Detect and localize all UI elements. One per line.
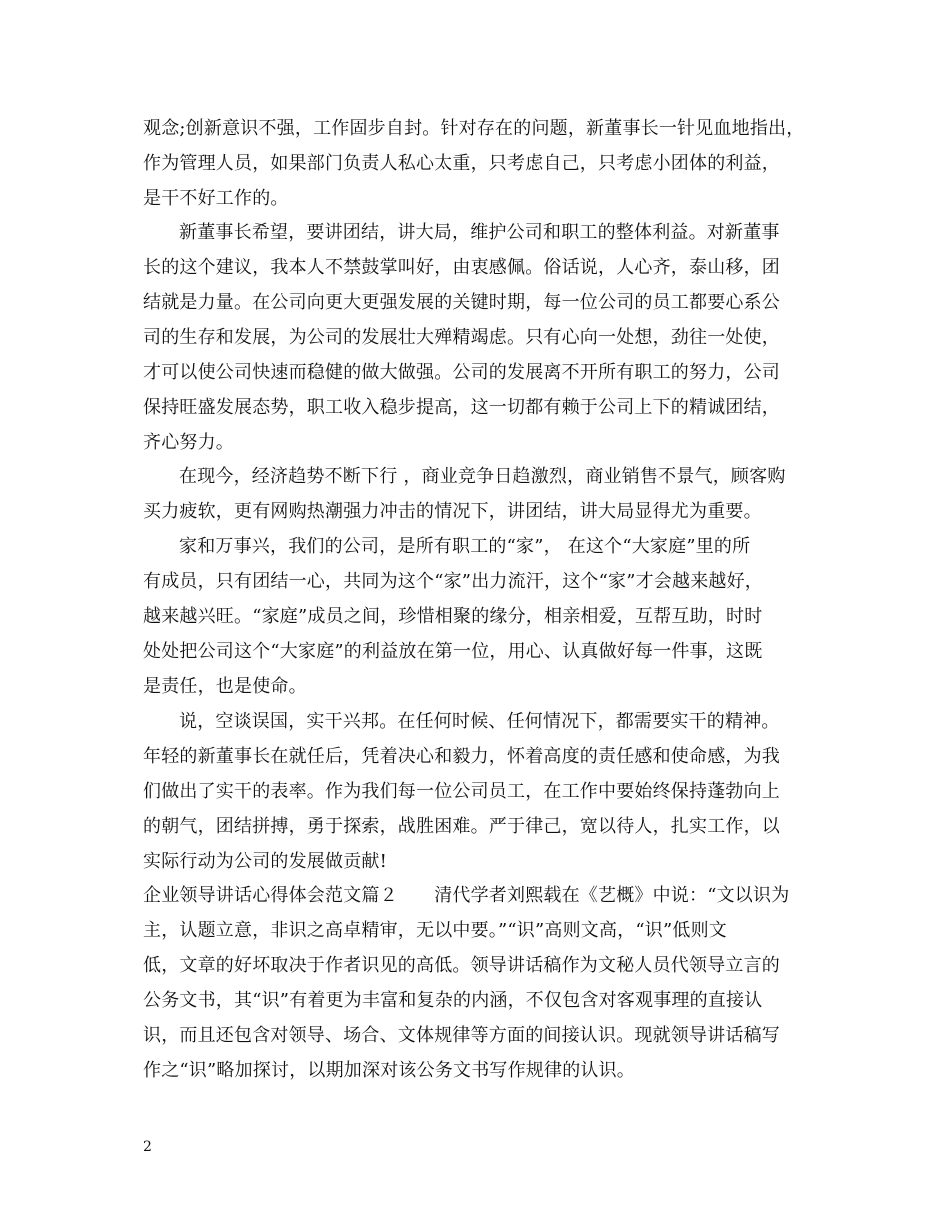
text-line-9: 保持旺盛发展态势，职工收入稳步提高，这一切都有赖于公司上下的精诚团结， [143,397,780,418]
text-line-16: 处处把公司这个“大家庭”的利益放在第一位，用心、认真做好每一件事，这既 [143,641,763,662]
text-line-7: 司的生存和发展，为公司的发展壮大殚精竭虑。只有心向一处想，劲往一处使， [143,327,780,348]
text-line-28: 作之“识”略加探讨，以期加深对该公务文书写作规律的认识。 [143,1060,636,1081]
text-line-6: 结就是力量。在公司向更大更强发展的关键时期，每一位公司的员工都要心系公 [143,292,780,313]
text-line-26: 公务文书，其“识”有着更为丰富和复杂的内涵，不仅包含对客观事理的直接认 [143,990,763,1011]
text-line-20: 们做出了实干的表率。作为我们每一位公司员工，在工作中要始终保持蓬勃向上 [143,781,780,802]
text-line-5: 长的这个建议，我本人不禁鼓掌叫好，由衷感佩。俗话说，人心齐，泰山移，团 [143,257,780,278]
text-line-18: 说，空谈误国，实干兴邦。在任何时候、任何情况下，都需要实干的精神。 [179,711,780,732]
text-line-24: 主，认题立意，非识之高卓精审，无以中要。”“识”高则文高，“识”低则文 [143,920,728,941]
text-line-12: 买力疲软，更有网购热潮强力冲击的情况下，讲团结，讲大局显得尤为重要。 [143,501,762,522]
text-line-1: 观念;创新意识不强，工作固步自封。针对存在的问题，新董事长一针见血地指出， [143,118,805,139]
section-heading-line: 企业领导讲话心得体会范文篇２ 清代学者刘熙载在《艺概》中说：“文以识为 [143,885,790,906]
text-line-11: 在现今，经济趋势不断下行 ，商业竞争日趋激烈，商业销售不景气，顾客购 [179,466,786,487]
page-number: 2 [143,1139,152,1155]
text-line-8: 才可以使公司快速而稳健的做大做强。公司的发展离不开所有职工的努力，公司 [143,362,780,383]
text-line-25: 低，文章的好坏取决于作者识见的高低。领导讲话稿作为文秘人员代领导立言的 [143,955,780,976]
text-line-2: 作为管理人员，如果部门负责人私心太重，只考虑自己，只考虑小团体的利益， [143,153,780,174]
text-line-19: 年轻的新董事长在就任后，凭着决心和毅力，怀着高度的责任感和使命感，为我 [143,746,780,767]
text-line-22: 实际行动为公司的发展做贡献! [143,851,388,872]
text-line-10: 齐心努力。 [143,432,234,453]
text-line-13: 家和万事兴，我们的公司，是所有职工的“家”， 在这个“大家庭”里的所 [179,536,751,557]
text-line-17: 是责任，也是使命。 [143,676,307,697]
text-line-14: 有成员，只有团结一心，共同为这个“家”出力流汗，这个“家”才会越来越好， [143,571,764,592]
text-line-15: 越来越兴旺。“家庭”成员之间，珍惜相聚的缘分，相亲相爱，互帮互助，时时 [143,606,763,627]
text-line-27: 识，而且还包含对领导、场合、文体规律等方面的间接认识。现就领导讲话稿写 [143,1025,780,1046]
text-line-4: 新董事长希望，要讲团结，讲大局，维护公司和职工的整体利益。对新董事 [179,222,780,243]
text-line-21: 的朝气，团结拼搏，勇于探索，战胜困难。严于律己，宽以待人，扎实工作，以 [143,816,780,837]
text-line-3: 是干不好工作的。 [143,188,289,209]
